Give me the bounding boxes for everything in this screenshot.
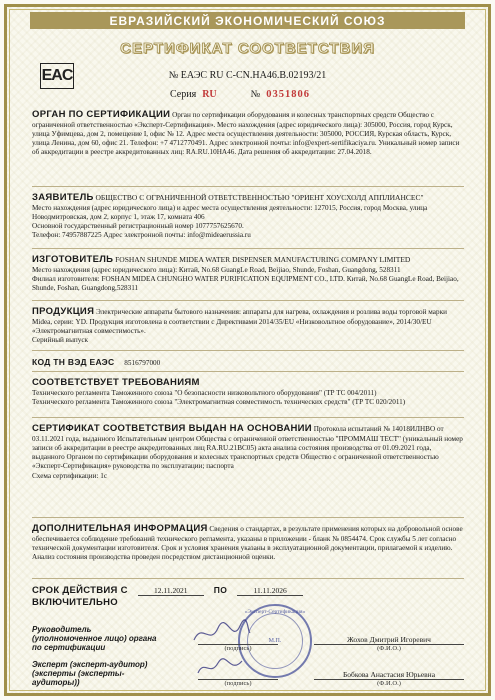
applicant-heading: ЗАЯВИТЕЛЬ [32,192,94,203]
divider [32,517,464,518]
validity-label-inclusive: ВКЛЮЧИТЕЛЬНО [32,597,118,609]
validity-label: СРОК ДЕЙСТВИЯ С [32,585,128,596]
additional-section [32,523,464,562]
series-line [170,89,310,100]
basis-text: Протокола испытаний № 14018ИЛНВО от 03.11.2021 года, выданного Испытательным центром Общества с ограниченной ответственностью "ПРОММАШ ТЕСТ" (уникальный номер записи об аккредитации в реестре аккредитованных лиц RA.RU.21ВС05) акта анализа состояния производства от 01.09.2021 года, выданного Органом по сертификации оборудования и колесных транспортных средств Общество с ограниченной ответственностью «Эксперт-Сертификация» руководства по эксплуатации; паспорта Схема сертификации: 1с [32,425,463,480]
certificate-number [0,70,495,81]
requirements-heading: СООТВЕТСТВУЕТ ТРЕБОВАНИЯМ [32,377,200,388]
expert-signature-sub: (подпись) [224,680,252,687]
expert-handwritten-signature [196,655,246,679]
number-value: RU C-CN.НА46.В.02193/21 [209,70,327,81]
divider [32,350,464,351]
head-handwritten-signature [192,618,252,648]
manufacturer-name: FOSHAN SHUNDE MIDEA WATER DISPENSER MANUFACTURING COMPANY LIMITED [115,255,411,264]
expert-signature-label: Эксперт (эксперт-аудитор) (эксперты (эксперты-аудиторы)) [32,660,148,687]
union-banner-text: ЕВРАЗИЙСКИЙ ЭКОНОМИЧЕСКИЙ СОЮЗ [109,13,386,28]
union-banner [30,12,465,29]
basis-heading: СЕРТИФИКАТ СООТВЕТСТВИЯ ВЫДАН НА ОСНОВАНИИ [32,423,312,434]
tnved-section [32,357,464,368]
head-signature-sub: (подпись) [224,645,252,652]
stamp-mp: М.П. [268,638,282,644]
expert-signature-row [32,660,464,687]
validity-to-date: 11.11.2026 [237,586,303,597]
certification-body-section [32,109,464,158]
head-name: Жохов Дмитрий Игоревич [314,635,464,645]
expert-name: Бобкова Анастасия Юрьевна [314,670,464,680]
number-label: № ЕАЭС [168,70,208,81]
divider [32,248,464,249]
manufacturer-section [32,254,464,293]
product-text: Электрические аппараты бытового назначения: аппараты для нагрева, охлаждения и розлива воды торговой марки Midea, серии: YD. Продукция изготовлена в соответствии с Директивами 2014/35/EU «Низковольтное оборудование», 2014/30/EU «Электромагнитная совместимость». Серийный выпуск [32,308,447,345]
applicant-section [32,192,464,241]
manufacturer-text: Место нахождения (адрес юридического лица): Китай, No.68 GuangLe Road, Beijiao, Shunde, Foshan, Guangdong, 528311 Филиал изготовителя: FOSHAN MIDEA CHUNGHO WATER PURIFICATION EQUIPMENT CO., LTD. Китай, No.68 GuangLe Road, Beijiao, Shunde, Foshan, Guangdong,528311 [32,266,459,293]
divider [32,578,464,579]
basis-section [32,423,464,481]
certification-body-heading: ОРГАН ПО СЕРТИФИКАЦИИ [32,109,171,120]
manufacturer-heading: ИЗГОТОВИТЕЛЬ [32,254,114,265]
eac-logo-text: EAC [41,67,73,84]
additional-text: Сведения о стандартах, в результате применения которых на добровольной основе обеспечивается соблюдение требований технического регламента, указаны в приложении - бланк № 0854474. Срок службы 5 лет согласно технической документации изготовителя. Срок и условия хранения указаны в эксплуатационной документации, прилагаемой к изделию. Анализ состояния производства проведен посредством дистанционной оценки. [32,525,463,562]
tnved-label: КОД ТН ВЭД ЕАЭС [32,357,115,367]
applicant-name: ОБЩЕСТВО С ОГРАНИЧЕННОЙ ОТВЕТСТВЕННОСТЬЮ "ОРИЕНТ ХОУСХОЛД АППЛИАНСЕС" [95,193,424,202]
validity-section [32,585,464,609]
product-heading: ПРОДУКЦИЯ [32,306,95,317]
divider [32,186,464,187]
series-code: RU [202,89,217,100]
requirements-section [32,377,464,407]
tnved-value: 8516797000 [124,359,161,367]
certification-body-text: Орган по сертификации оборудования и колесных транспортных средств Общество с ограниченной ответственностью «Эксперт-Сертификация». Место нахождения (адрес юридического лица): 305000, Россия, город Курск, улица Уфимцева, дом 2, помещение I, офис № 12. Адрес места осуществления деятельности: 305000, РОССИЯ, Курская область, Курск, улица Ленина, дом 60, офис 21. Телефон: +7 4712770491. Адрес электронной почты: info@expert-sertifikaciya.ru. Уникальный номер записи об аккредитации в реестре аккредитованных лиц: RA.RU.10НА46. Дата решения об аккредитации: 27.04.2018. [32,111,460,157]
requirements-text: Технического регламента Таможенного союза "О безопасности низковольтного оборудования" (ТР ТС 004/2011) Технического регламента Таможенного союза "Электромагнитная совместимость технических средств" (ТР ТС 020/2011) [32,389,406,407]
divider [32,371,464,372]
stamp-ring-text: «Эксперт-Сертификация» [244,609,306,615]
applicant-text: Место нахождения (адрес юридического лица) и адрес места осуществления деятельности: 127015, Россия, город Москва, улица Новодмитровская, дом 2, корпус 1, этаж 17, комната 406 Основной государственный регистрационный номер 1077757625670. Телефон: 74957887225 Адрес электронной почты: info@mideaerussia.ru [32,204,428,240]
divider [32,417,464,418]
head-signature-label: Руководитель (уполномоченное лицо) органа по сертификации [32,625,157,652]
additional-heading: ДОПОЛНИТЕЛЬНАЯ ИНФОРМАЦИЯ [32,523,208,534]
serial-prefix: № [250,89,261,100]
product-section [32,306,464,345]
certificate-title: СЕРТИФИКАТ СООТВЕТСТВИЯ [120,40,375,57]
head-name-sub: (Ф.И.О.) [377,645,401,652]
divider [32,300,464,301]
validity-from-date: 12.11.2021 [138,586,204,597]
validity-to-label: ПО [213,585,228,596]
expert-name-sub: (Ф.И.О.) [377,680,401,687]
series-label: Серия [170,89,197,100]
serial-number: 0351806 [266,89,310,100]
